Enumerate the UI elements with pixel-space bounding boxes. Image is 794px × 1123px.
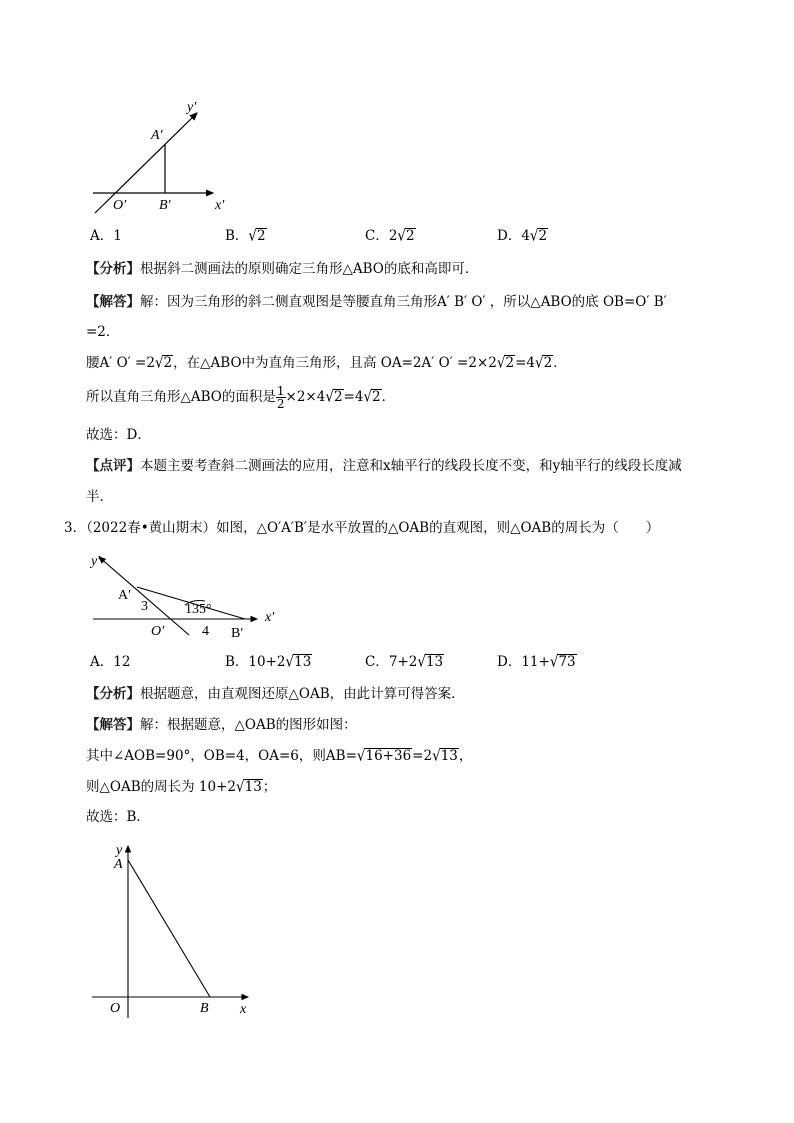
label-angle: 135°: [185, 602, 212, 617]
fraction-one-half: $\frac{1}{2}$: [276, 384, 285, 411]
q2-analysis: [86, 259, 478, 279]
label-len-3: 3: [141, 599, 148, 614]
solution-tag: 【解答】: [86, 294, 140, 310]
q2-comment-line2: 半．: [86, 489, 113, 505]
analysis-tag: 【分析】: [86, 261, 140, 277]
label-a-prime: A′: [151, 128, 163, 143]
figure-1-oblique-triangle: [85, 95, 245, 220]
q3-solution-answer: 故选：B．: [86, 809, 150, 825]
label-b-prime: B′: [159, 198, 171, 213]
q2-solution-answer: 故选：D．: [86, 427, 151, 443]
label-x: x: [240, 1002, 247, 1017]
label-o-prime: O′: [113, 198, 127, 213]
label-x-prime: x′: [265, 610, 275, 625]
label-o: O: [110, 1001, 121, 1016]
label-y-prime: y′: [91, 554, 101, 569]
figure-2-oblique-triangle: [85, 545, 295, 645]
option-a[interactable]: A．12: [90, 654, 131, 670]
solution-text: 解：因为三角形的斜二侧直观图是等腰直角三角形A′ B′ O′ ，所以△ABO的底 OB=O′ B′: [140, 294, 667, 310]
label-b: B: [200, 1001, 209, 1016]
q2-solution-line1: [86, 292, 667, 312]
label-o-prime: O′: [151, 624, 165, 639]
y-axis: [99, 557, 189, 635]
q3-solution-line1: 【解答】解：根据题意，△OAB的图形如图：: [86, 717, 357, 733]
label-y: y: [116, 843, 123, 858]
option-c[interactable]: C．2√2: [365, 226, 415, 246]
option-a[interactable]: A．1: [90, 228, 122, 244]
q2-solution-line2: =2．: [86, 324, 120, 340]
side-ab: [128, 860, 210, 997]
analysis-text: 根据题意，由直观图还原△OAB，由此计算可得答案．: [140, 686, 465, 702]
option-c[interactable]: C．7+2√13: [365, 652, 444, 672]
comment-tag: 【点评】: [86, 458, 140, 474]
label-len-4: 4: [202, 624, 209, 639]
q2-solution-line4: 所以直角三角形△ABO的面积是 $\frac{1}{2}$ ×2×4√2=4√2．: [86, 384, 396, 411]
y-axis: [95, 113, 197, 213]
label-a: A: [114, 857, 123, 872]
q3-stem: 3．（2022春•黄山期末）如图，△O′A′B′是水平放置的△OAB的直观图，则△OAB的周长为（ ）: [64, 520, 660, 536]
option-d[interactable]: D．4√2: [497, 226, 548, 246]
solution-tag: 【解答】: [86, 717, 140, 733]
analysis-text: 根据斜二测画法的原则确定三角形△ABO的底和高即可．: [140, 261, 479, 277]
q2-comment-line1: 【点评】本题主要考查斜二测画法的应用，注意和x轴平行的线段长度不变，和y轴平行的线段长度减: [86, 458, 682, 474]
option-d[interactable]: D．11+√73: [497, 652, 576, 672]
q3-solution-line3: 则△OAB的周长为 10+2√13；: [86, 777, 277, 797]
label-x-prime: x′: [215, 198, 225, 213]
option-b[interactable]: B．10+2√13: [225, 652, 312, 672]
option-b[interactable]: B．√2: [225, 226, 266, 246]
analysis-tag: 【分析】: [86, 686, 140, 702]
q3-solution-line2: 其中∠AOB=90°，OB=4，OA=6，则AB=√16+36=2√13，: [86, 746, 473, 766]
q2-solution-line3: 腰A′ O′ =2√2，在△ABO中为直角三角形，且高 OA=2A′ O′ =2×2√2=4√2．: [86, 353, 567, 373]
figure-3-right-triangle: [88, 838, 268, 1023]
label-b-prime: B′: [231, 626, 244, 641]
q3-analysis: [86, 684, 465, 704]
label-a-prime: A′: [118, 588, 132, 603]
label-y-prime: y′: [187, 100, 197, 115]
